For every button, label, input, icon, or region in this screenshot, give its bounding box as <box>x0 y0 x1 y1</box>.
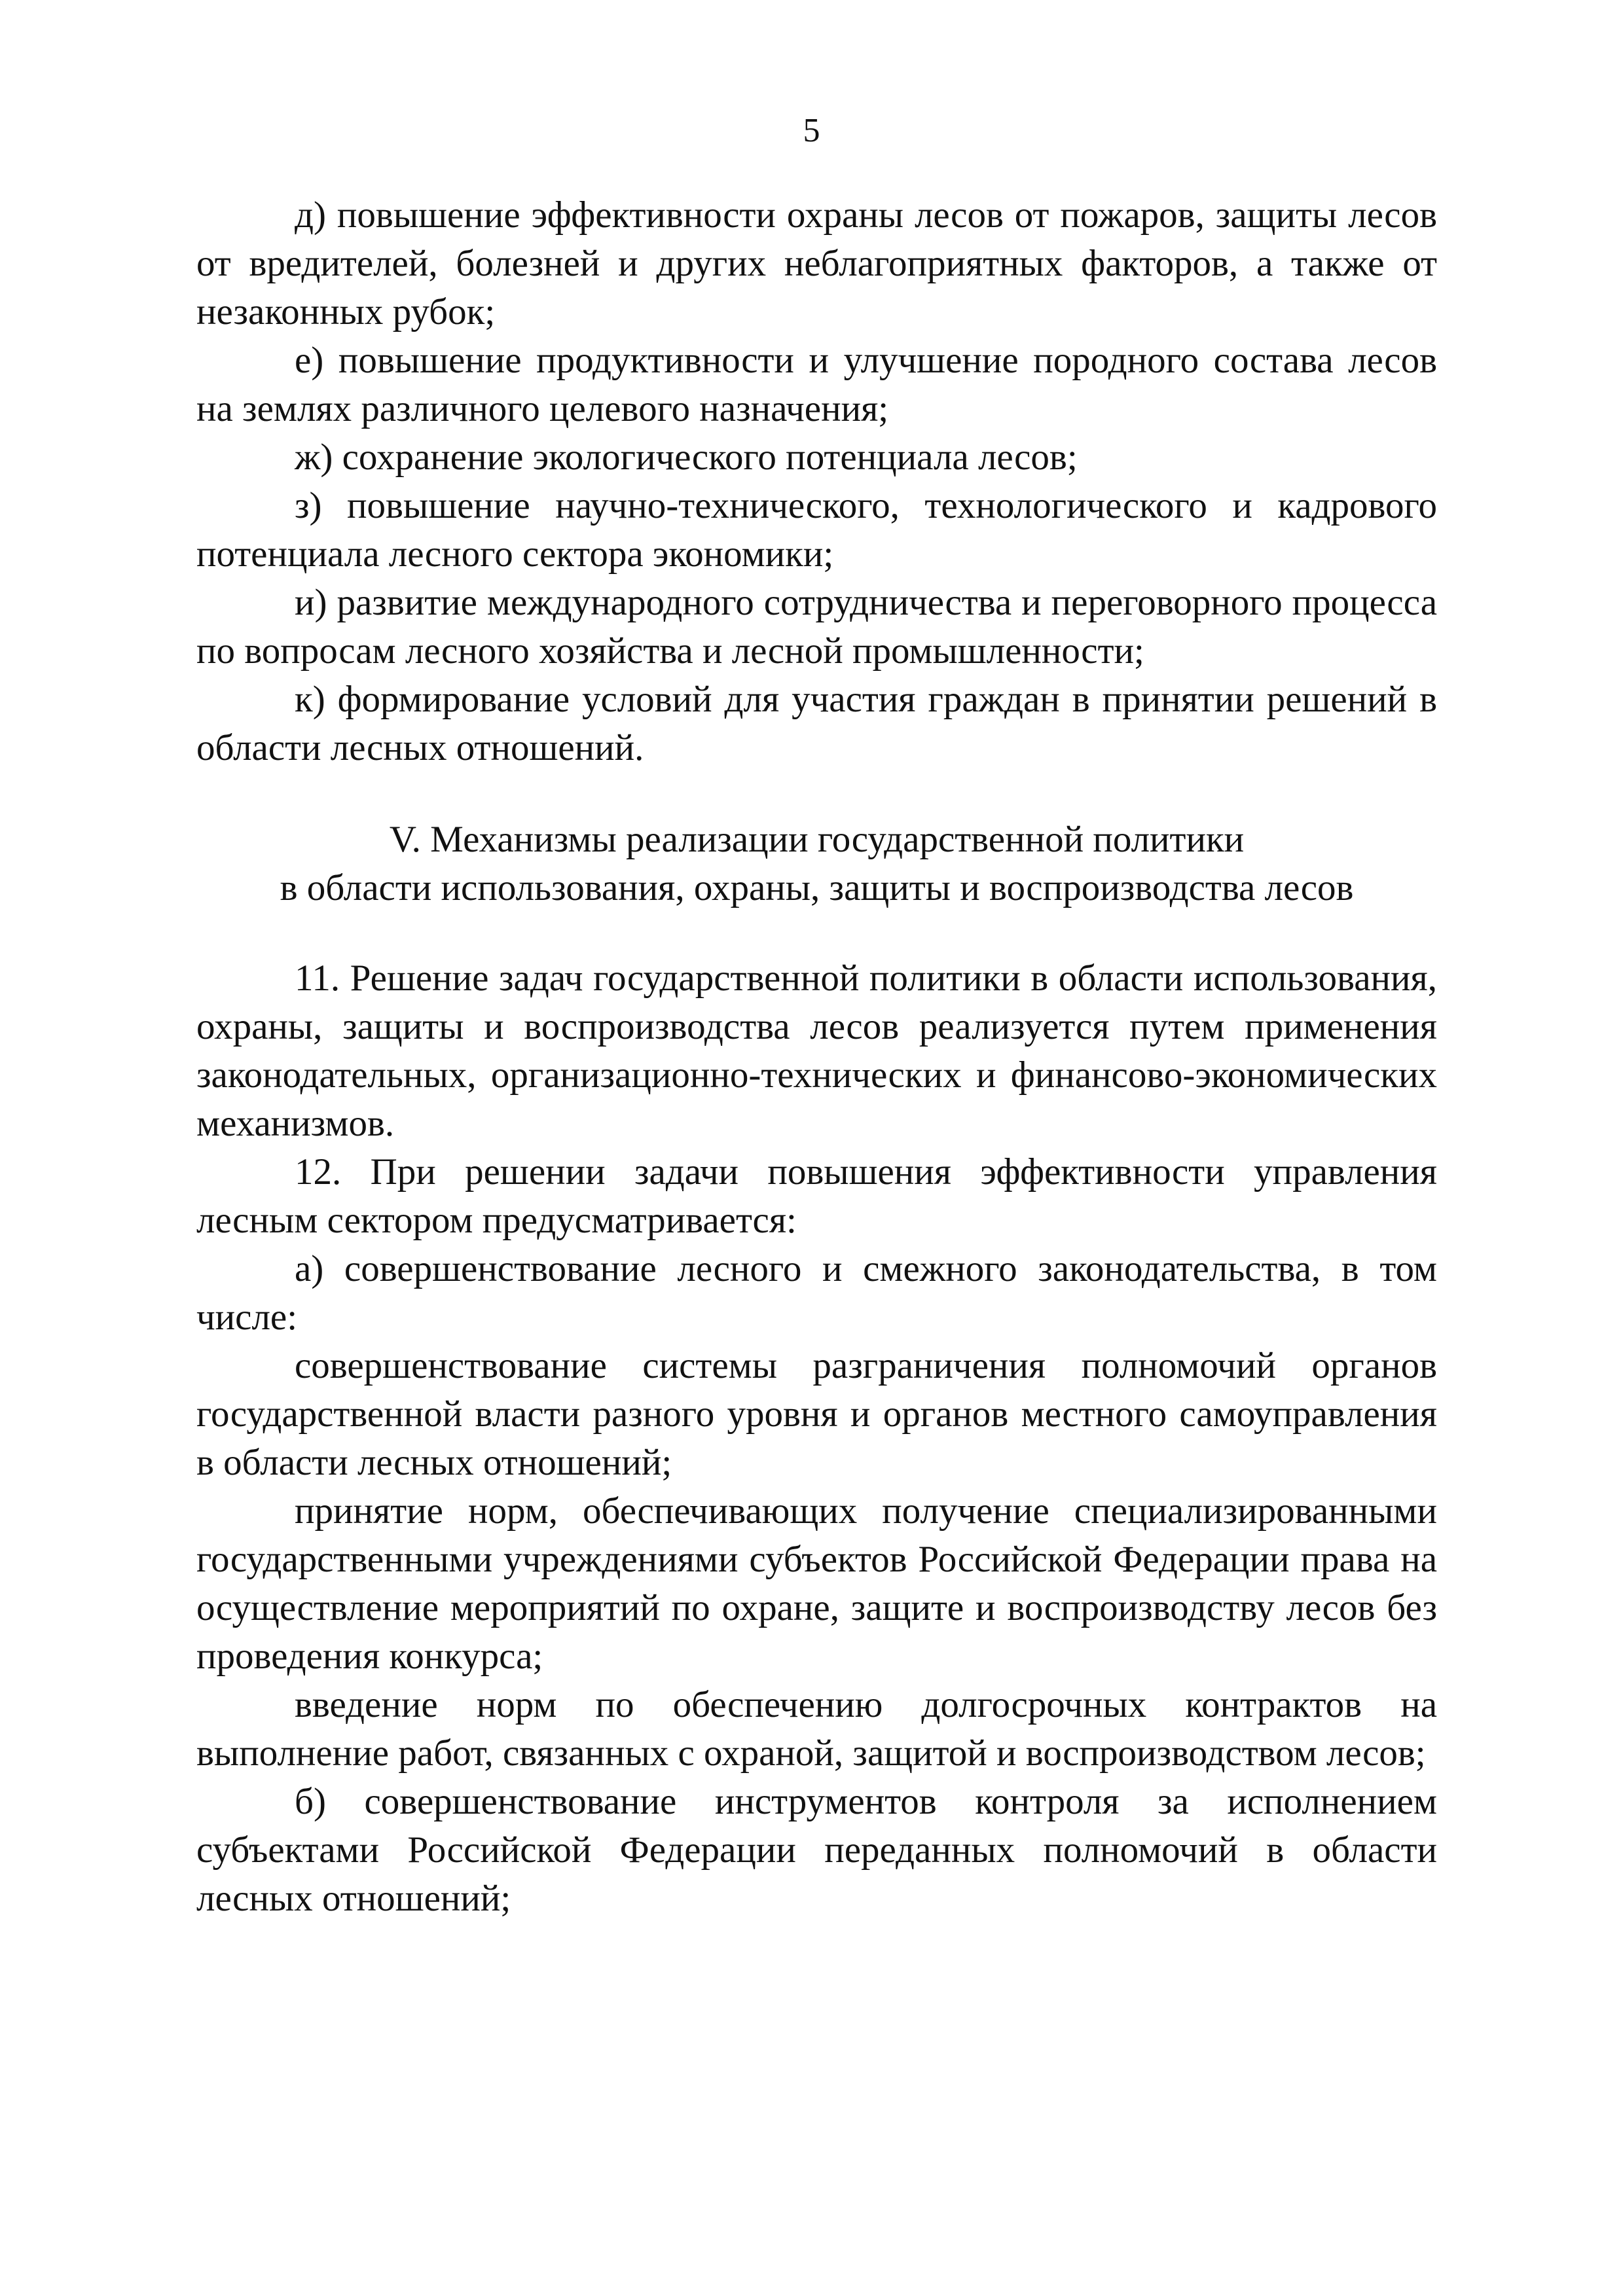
paragraph-subitem-contracts: введение норм по обеспечению долгосрочных контрактов на выполнение работ, связанных с охраной, защитой и воспроизводством лесов; <box>196 1684 1437 1774</box>
paragraph-item-b: б) совершенствование инструментов контроля за исполнением субъектами Российской Федерации переданных полномочий в области лесных отношений; <box>196 1781 1437 1919</box>
paragraph-subitem-norms: принятие норм, обеспечивающих получение специализированными государственными учреждениями субъектов Российской Федерации права на осуществление мероприятий по охране, защите и воспроизводству лесов без проведения конкурса; <box>196 1490 1437 1677</box>
document-body <box>196 191 1437 1923</box>
paragraph-item-i: и) развитие международного сотрудничества и переговорного процесса по вопросам лесного хозяйства и лесной промышленности; <box>196 582 1437 672</box>
paragraph-item-d: д) повышение эффективности охраны лесов от пожаров, защиты лесов от вредителей, болезней и других неблагоприятных факторов, а также от незаконных рубок; <box>196 194 1437 332</box>
paragraph-subitem-authority: совершенствование системы разграничения полномочий органов государственной власти разного уровня и органов местного самоуправления в области лесных отношений; <box>196 1345 1437 1483</box>
paragraph-clause-12: 12. При решении задачи повышения эффективности управления лесным сектором предусматривается: <box>196 1151 1437 1241</box>
paragraph-item-k: к) формирование условий для участия граждан в принятии решений в области лесных отношений. <box>196 679 1437 768</box>
paragraph-item-a: а) совершенствование лесного и смежного законодательства, в том числе: <box>196 1248 1437 1338</box>
paragraph-item-z: з) повышение научно-технического, технологического и кадрового потенциала лесного сектора экономики; <box>196 485 1437 575</box>
section-heading-line-1: V. Механизмы реализации государственной политики <box>389 819 1245 860</box>
section-heading <box>196 816 1437 912</box>
spacer <box>196 912 1437 954</box>
paragraph-item-zh: ж) сохранение экологического потенциала лесов; <box>295 437 1078 478</box>
section-heading-line-2: в области использования, охраны, защиты и воспроизводства лесов <box>280 867 1354 908</box>
page-number: 5 <box>803 112 820 149</box>
paragraph-clause-11: 11. Решение задач государственной политики в области использования, охраны, защиты и воспроизводства лесов реализуется путем применения законодательных, организационно-технических и финансово-экономических механизмов. <box>196 958 1437 1144</box>
paragraph-item-e: е) повышение продуктивности и улучшение породного состава лесов на землях различного целевого назначения; <box>196 340 1437 429</box>
spacer <box>196 772 1437 816</box>
